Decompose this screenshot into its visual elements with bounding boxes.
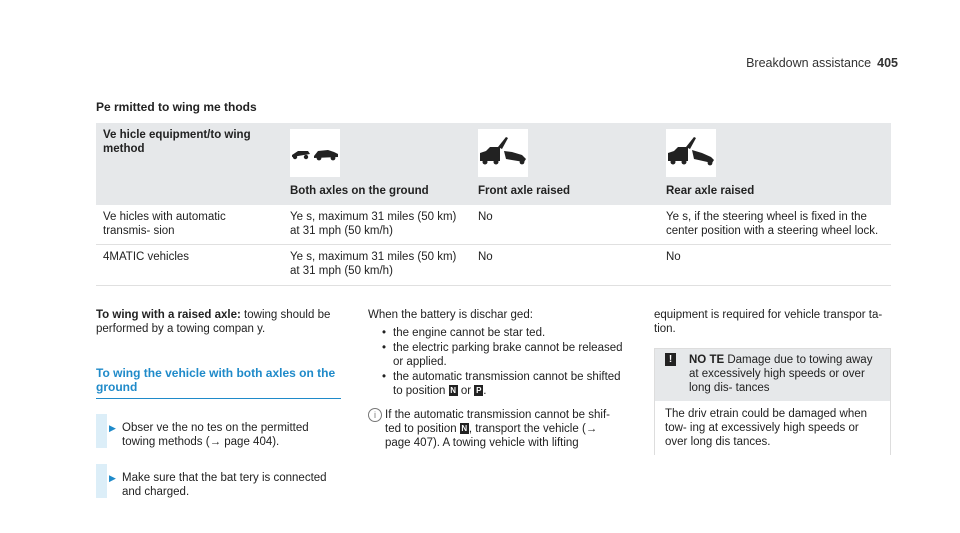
running-header [746,56,898,70]
table-header-row [96,123,891,205]
car-on-ground-icon [290,129,340,177]
table-row [96,245,891,286]
header-cell-front-raised [471,123,659,205]
header-cell-rear-raised [659,123,891,205]
table-cell: No [659,245,891,286]
tow-truck-rear-icon [666,129,716,177]
header-equipment-label: Ve hicle equipment/to wing method [103,129,251,155]
key-n-icon: N [450,386,457,396]
step-arrow-icon: ▶ [109,473,116,483]
header-cell-both-axles [283,123,471,205]
warning-icon: ! [665,353,676,366]
info-note [368,408,623,450]
list-item-text: the electric parking brake cannot be released or applied. [393,342,623,368]
table-cell: No [471,245,659,286]
step-text: Obser ve the no tes on the permitted towing methods (→ page 404). [122,422,309,448]
col-label-rear-raised: Rear axle raised [666,185,755,197]
note-box [654,348,891,455]
step-observe-notes [96,421,341,449]
column-left [96,308,341,499]
table-cell: Ye s, if the steering wheel is fixed in the center position with a steering wheel lock. [659,205,891,245]
table-cell: Ye s, maximum 31 miles (50 km) at 31 mph (50 km/h) [283,245,471,286]
step-arrow-icon: ▶ [109,423,116,433]
table-cell: Ye s, maximum 31 miles (50 km) at 31 mph (50 km/h) [283,205,471,245]
table-row [96,205,891,245]
or-text: or [460,385,472,397]
info-note-text-a: If the automatic transmission cannot be shif- ted to position [385,409,610,435]
header-cell-equipment [96,123,283,205]
list-item [382,341,623,369]
column-middle [368,308,623,450]
list-item-text: the engine cannot be star ted. [393,327,546,339]
battery-consequences-list [368,326,623,398]
key-n-icon: N [461,424,468,434]
raised-axle-text: towing should be performed by a towing compan y. [96,309,331,335]
note-body: The driv etrain could be damaged when tow- ing at excessively high speeds or over long dis tances. [665,408,868,448]
bullet-icon: • [382,371,387,383]
towing-methods-table [96,123,891,286]
battery-intro: When the battery is dischar ged: [368,309,533,321]
bullet-icon: • [382,327,387,339]
table-heading: Pe rmitted to wing me thods [96,100,257,114]
info-note-text-b: , transport the vehicle (→ page 407). A towing vehicle with lifting [385,423,598,449]
list-item: • the automatic transmission cannot be shifted to position N or P . [382,371,621,397]
step-text: Make sure that the bat tery is connected and charged. [122,472,327,498]
info-icon: i [368,408,382,422]
page-number: 405 [877,56,898,70]
table-cell: No [471,205,659,245]
step-bar [96,414,107,448]
table-cell: 4MATIC vehicles [96,245,283,286]
section-title: Breakdown assistance [746,56,872,70]
tow-truck-front-icon [478,129,528,177]
note-heading-text: Damage due to towing away at excessively high speeds or over long dis- tances [689,354,873,394]
raised-axle-paragraph [96,308,341,336]
col-label-front-raised: Front axle raised [478,185,571,197]
col-label-both-axles: Both axles on the ground [290,185,429,197]
note-header [655,349,890,401]
continuation-text: equipment is required for vehicle transpor ta- tion. [654,309,883,335]
both-axles-subheading: To wing the vehicle with both axles on the ground [96,366,341,399]
note-title: NO TE [689,354,725,366]
list-item [382,326,623,340]
key-p-icon: P [476,386,482,396]
step-bar [96,464,107,498]
bullet-icon: • [382,342,387,354]
column-right [654,308,891,455]
table-cell: Ve hicles with automatic transmis- sion [96,205,283,245]
step-check-battery [96,471,341,499]
list-item-text: the automatic transmission cannot be shifted to position [393,371,621,397]
raised-axle-lead: To wing with a raised axle: [96,309,241,321]
